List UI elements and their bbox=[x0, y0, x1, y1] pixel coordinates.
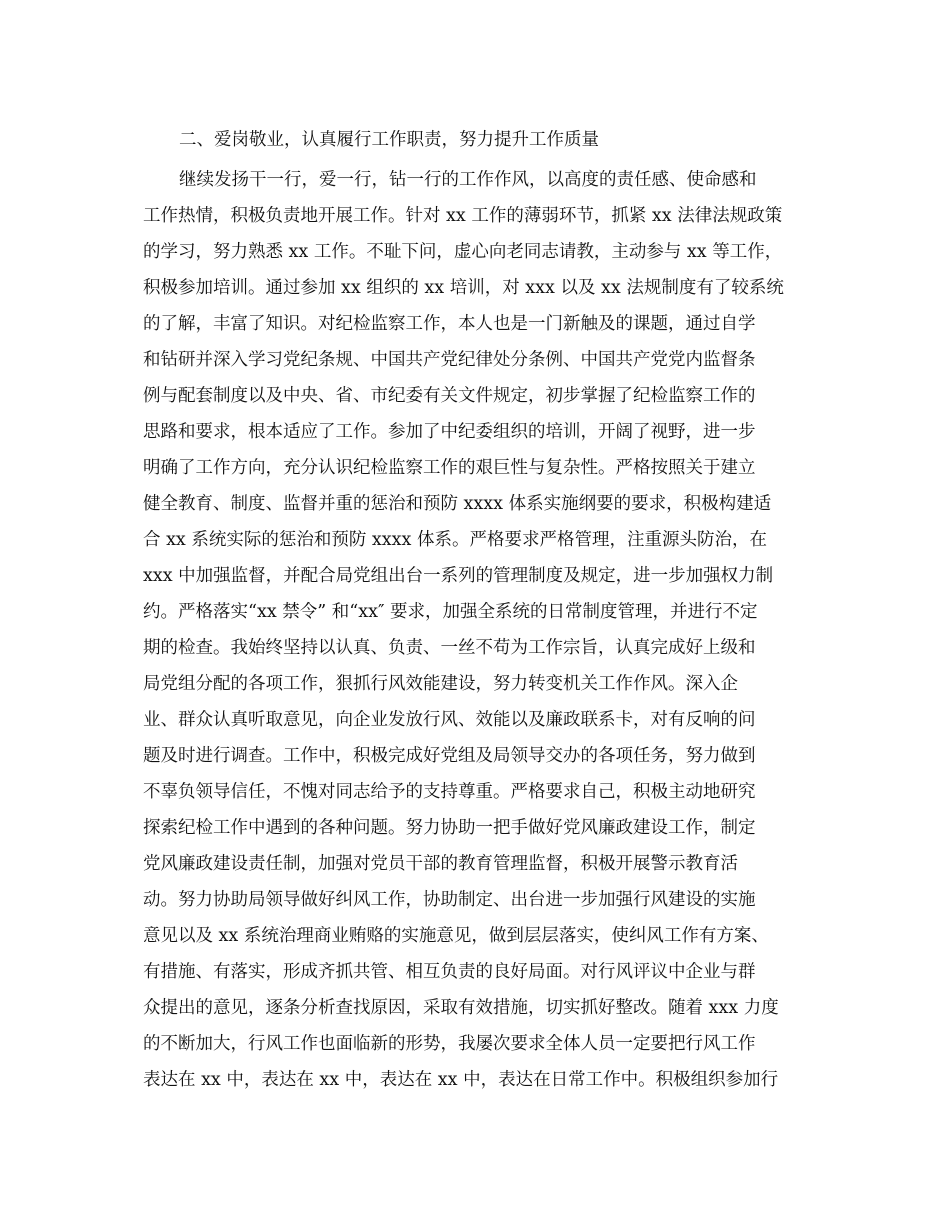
text-line: 动。努力协助局领导做好纠风工作，协助制定、出台进一步加强行风建设的实施 bbox=[143, 890, 756, 910]
text-line: 探索纪检工作中遇到的各种问题。努力协助一把手做好党风廉政建设工作，制定 bbox=[143, 818, 756, 838]
text-line: 意见以及 xx 系统治理商业贿赂的实施意见，做到层层落实，使纠风工作有方案、 bbox=[143, 926, 769, 946]
text-line: 合 xx 系统实际的惩治和预防 xxxx 体系。严格要求严格管理，注重源头防治，在 bbox=[143, 530, 767, 550]
text-line: 有措施、有落实，形成齐抓共管、相互负责的良好局面。对行风评议中企业与群 bbox=[143, 962, 756, 982]
text-line: 继续发扬干一行，爱一行，钻一行的工作作风，以高度的责任感、使命感和 bbox=[179, 170, 757, 190]
text-line: 和钻研并深入学习党纪条规、中国共产党纪律处分条例、中国共产党党内监督条 bbox=[143, 350, 756, 370]
text-line: 明确了工作方向，充分认识纪检监察工作的艰巨性与复杂性。严格按照关于建立 bbox=[143, 458, 756, 478]
text-line: 思路和要求，根本适应了工作。参加了中纪委组织的培训，开阔了视野，进一步 bbox=[143, 422, 756, 442]
text-line: 党风廉政建设责任制，加强对党员干部的教育管理监督，积极开展警示教育活 bbox=[143, 854, 738, 874]
text-line: 积极参加培训。通过参加 xx 组织的 xx 培训，对 xxx 以及 xx 法规制度有了较系统 bbox=[143, 278, 784, 298]
text-line: 的学习，努力熟悉 xx 工作。不耻下问，虚心向老同志请教，主动参与 xx 等工作， bbox=[143, 242, 783, 262]
text-line: 例与配套制度以及中央、省、市纪委有关文件规定，初步掌握了纪检监察工作的 bbox=[143, 386, 756, 406]
text-line: 局党组分配的各项工作，狠抓行风效能建设，努力转变机关工作作风。深入企 bbox=[143, 674, 738, 694]
text-line: xxx 中加强监督，并配合局党组出台一系列的管理制度及规定，进一步加强权力制 bbox=[143, 566, 774, 586]
section-heading: 二、爱岗敬业，认真履行工作职责，努力提升工作质量 bbox=[179, 130, 599, 150]
text-line: 表达在 xx 中，表达在 xx 中，表达在 xx 中，表达在日常工作中。积极组织参加行 bbox=[143, 1070, 779, 1090]
text-line: 不辜负领导信任，不愧对同志给予的支持尊重。严格要求自己，积极主动地研究 bbox=[143, 782, 756, 802]
text-line: 期的检查。我始终坚持以认真、负责、一丝不苟为工作宗旨，认真完成好上级和 bbox=[143, 638, 756, 658]
text-line: 众提出的意见，逐条分析查找原因，采取有效措施，切实抓好整改。随着 xxx 力度 bbox=[143, 998, 779, 1018]
text-line: 的了解，丰富了知识。对纪检监察工作，本人也是一门新触及的课题，通过自学 bbox=[143, 314, 756, 334]
text-line: 工作热情，积极负责地开展工作。针对 xx 工作的薄弱环节，抓紧 xx 法律法规政策 bbox=[143, 206, 783, 226]
text-line: 健全教育、制度、监督并重的惩治和预防 xxxx 体系实施纲要的要求，积极构建适 bbox=[143, 494, 772, 514]
text-line: 约。严格落实“xx 禁令” 和“xx″ 要求，加强全系统的日常制度管理，并进行不定 bbox=[143, 602, 758, 622]
text-line: 题及时进行调查。工作中，积极完成好党组及局领导交办的各项任务，努力做到 bbox=[143, 746, 756, 766]
text-line: 业、群众认真听取意见，向企业发放行风、效能以及廉政联系卡，对有反响的问 bbox=[143, 710, 756, 730]
text-line: 的不断加大，行风工作也面临新的形势，我屡次要求全体人员一定要把行风工作 bbox=[143, 1034, 756, 1054]
